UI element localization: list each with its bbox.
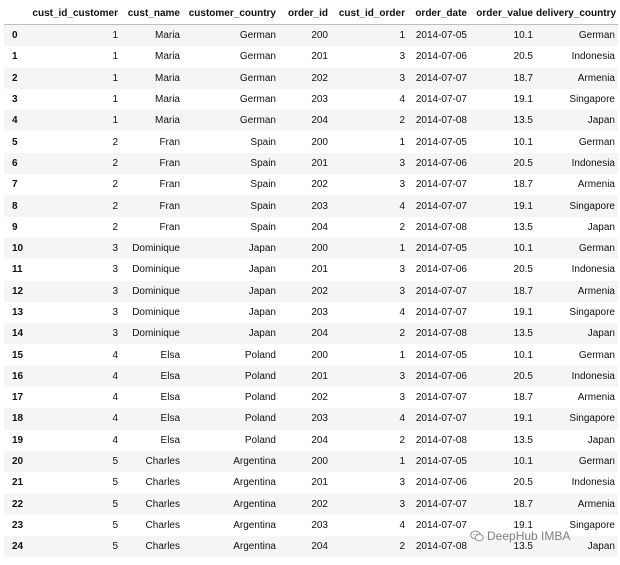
table-cell: Fran	[159, 179, 180, 191]
table-cell: 1	[112, 72, 118, 84]
header-row	[4, 2, 618, 25]
watermark-text: DeepHub IMBA	[487, 529, 571, 543]
table-cell: 202	[311, 285, 328, 297]
table-cell: 10.1	[513, 456, 533, 468]
table-cell: 201	[311, 51, 328, 63]
table-cell: Charles	[145, 541, 180, 553]
table-row	[4, 195, 618, 216]
column-header: cust_name	[121, 2, 183, 25]
table-cell: 202	[311, 392, 328, 404]
table-cell: 202	[311, 72, 328, 84]
table-cell: 3	[112, 307, 118, 318]
table-cell: 2014-07-07	[415, 498, 467, 510]
table-row	[4, 451, 618, 472]
table-cell: 1	[399, 349, 405, 361]
table-row	[4, 25, 618, 47]
row-index: 19	[12, 434, 24, 446]
table-cell: 1	[112, 94, 118, 106]
table-row	[4, 217, 618, 238]
table-cell: 4	[399, 413, 405, 425]
row-index: 17	[12, 392, 24, 404]
table-cell: Japan	[587, 541, 615, 553]
column-header: order_date	[408, 2, 470, 25]
dataframe-table	[4, 2, 618, 557]
table-cell: 2014-07-08	[415, 328, 467, 340]
table-cell: 10.1	[513, 349, 533, 361]
table-cell: 1	[399, 30, 405, 42]
table-cell: 201	[311, 264, 328, 276]
table-row	[4, 302, 618, 323]
table-cell: Japan	[587, 115, 615, 127]
table-cell: 10.1	[513, 243, 533, 255]
table-cell: 13.5	[513, 115, 533, 127]
table-cell: German	[578, 349, 615, 361]
table-cell: 3	[112, 285, 118, 297]
table-cell: 204	[311, 221, 328, 233]
table-cell: Argentina	[233, 456, 276, 468]
table-cell: Fran	[159, 136, 180, 148]
table-cell: Dominique	[132, 307, 180, 318]
table-cell: 202	[311, 179, 328, 191]
table-cell: Dominique	[132, 243, 180, 255]
table-cell: Maria	[154, 51, 180, 63]
table-cell: Dominique	[132, 264, 180, 276]
table-cell: 18.7	[513, 285, 533, 297]
table-cell: 2014-07-07	[415, 179, 467, 191]
table-cell: 2014-07-05	[415, 456, 467, 468]
table-cell: 2014-07-07	[415, 285, 467, 297]
table-cell: 204	[311, 541, 328, 553]
row-index: 24	[12, 541, 24, 553]
table-cell: Fran	[159, 157, 180, 169]
table-cell: 2014-07-08	[415, 221, 467, 233]
table-cell: 3	[399, 51, 405, 63]
table-cell: Charles	[145, 519, 180, 531]
table-cell: 3	[112, 328, 118, 340]
table-row	[4, 238, 618, 259]
table-cell: Japan	[248, 243, 276, 255]
table-cell: Argentina	[233, 498, 276, 510]
table-cell: Indonesia	[571, 370, 615, 382]
table-cell: Armenia	[577, 498, 615, 510]
table-cell: Japan	[587, 328, 615, 340]
table-cell: 2	[399, 541, 405, 553]
table-cell: 2	[112, 179, 118, 191]
table-cell: German	[578, 30, 615, 42]
row-index: 18	[12, 413, 24, 425]
table-cell: 18.7	[513, 498, 533, 510]
wechat-icon	[470, 530, 484, 542]
table-row	[4, 68, 618, 89]
table-cell: 2014-07-08	[415, 115, 467, 127]
table-cell: 3	[112, 243, 118, 255]
row-index: 20	[12, 456, 24, 468]
column-header: order_value	[470, 2, 536, 25]
table-cell: 200	[311, 136, 328, 148]
table-cell: 19.1	[513, 413, 533, 425]
index-header	[4, 2, 28, 25]
table-cell: German	[239, 30, 276, 42]
row-index: 23	[12, 519, 24, 531]
table-cell: German	[578, 243, 615, 255]
table-cell: Charles	[145, 477, 180, 489]
row-index: 7	[12, 179, 18, 191]
table-cell: 20.5	[513, 264, 533, 276]
table-cell: Elsa	[160, 392, 180, 404]
row-index: 13	[12, 307, 24, 318]
table-cell: 2014-07-06	[415, 157, 467, 169]
table-row	[4, 366, 618, 387]
table-cell: 2014-07-07	[415, 392, 467, 404]
table-row	[4, 89, 618, 110]
table-cell: Singapore	[569, 307, 615, 318]
table-cell: 2014-07-07	[415, 413, 467, 425]
table-cell: Elsa	[160, 349, 180, 361]
table-cell: Indonesia	[571, 264, 615, 276]
table-cell: 1	[399, 456, 405, 468]
table-cell: 2014-07-07	[415, 519, 467, 531]
table-cell: Charles	[145, 456, 180, 468]
table-cell: 2014-07-06	[415, 264, 467, 276]
table-cell: 1	[112, 30, 118, 42]
table-cell: Poland	[244, 370, 276, 382]
table-cell: 2	[399, 221, 405, 233]
table-cell: 13.5	[513, 328, 533, 340]
table-cell: Poland	[244, 349, 276, 361]
table-row	[4, 494, 618, 515]
table-cell: 3	[399, 264, 405, 276]
column-header: cust_id_order	[331, 2, 408, 25]
table-cell: 1	[112, 51, 118, 63]
table-cell: 18.7	[513, 179, 533, 191]
table-cell: 5	[112, 498, 118, 510]
table-cell: 200	[311, 349, 328, 361]
table-cell: Singapore	[569, 413, 615, 425]
row-index: 11	[12, 264, 23, 276]
table-cell: Maria	[154, 94, 180, 106]
table-cell: German	[239, 115, 276, 127]
column-header: cust_id_customer	[28, 2, 121, 25]
table-cell: 18.7	[513, 392, 533, 404]
table-cell: 1	[112, 115, 118, 127]
table-cell: Poland	[244, 392, 276, 404]
table-cell: 4	[112, 370, 118, 382]
table-cell: 19.1	[513, 307, 533, 318]
table-cell: 4	[112, 392, 118, 404]
table-cell: Maria	[154, 115, 180, 127]
column-header: order_id	[279, 2, 331, 25]
column-header: customer_country	[183, 2, 279, 25]
table-cell: 20.5	[513, 370, 533, 382]
table-cell: 4	[112, 434, 118, 446]
table-cell: 19.1	[513, 94, 533, 106]
table-cell: 10.1	[513, 30, 533, 42]
table-cell: 1	[399, 136, 405, 148]
table-cell: Elsa	[160, 434, 180, 446]
table-cell: Fran	[159, 221, 180, 233]
table-row	[4, 408, 618, 429]
row-index: 21	[12, 477, 24, 489]
table-cell: 2014-07-05	[415, 136, 467, 148]
table-cell: Dominique	[132, 285, 180, 297]
table-cell: 3	[399, 72, 405, 84]
table-cell: 20.5	[513, 157, 533, 169]
table-cell: 2014-07-05	[415, 349, 467, 361]
table-cell: 13.5	[513, 221, 533, 233]
table-cell: Japan	[587, 434, 615, 446]
table-body	[4, 25, 618, 558]
table-row	[4, 259, 618, 280]
table-cell: 2	[112, 136, 118, 148]
row-index: 5	[12, 136, 18, 148]
table-cell: 200	[311, 456, 328, 468]
table-cell: Charles	[145, 498, 180, 510]
table-cell: 2014-07-07	[415, 200, 467, 212]
table-cell: Elsa	[160, 413, 180, 425]
table-cell: Indonesia	[571, 477, 615, 489]
table-cell: 2014-07-06	[415, 370, 467, 382]
table-cell: Maria	[154, 30, 180, 42]
table-cell: Indonesia	[571, 157, 615, 169]
table-cell: 2	[112, 200, 118, 212]
table-cell: Japan	[248, 264, 276, 276]
row-index: 8	[12, 200, 18, 212]
table-cell: Indonesia	[571, 51, 615, 63]
table-cell: 1	[399, 243, 405, 255]
table-cell: 2	[112, 157, 118, 169]
table-cell: 2	[399, 328, 405, 340]
table-cell: 5	[112, 541, 118, 553]
table-cell: 200	[311, 30, 328, 42]
table-cell: Singapore	[569, 200, 615, 212]
table-cell: 3	[399, 157, 405, 169]
table-cell: 2014-07-08	[415, 541, 467, 553]
row-index: 6	[12, 157, 18, 169]
table-cell: 13.5	[513, 541, 533, 553]
table-cell: Maria	[154, 72, 180, 84]
table-row	[4, 174, 618, 195]
table-cell: Japan	[248, 285, 276, 297]
table-cell: 201	[311, 157, 328, 169]
column-header: delivery_country	[536, 2, 618, 25]
table-cell: Armenia	[577, 72, 615, 84]
table-row	[4, 46, 618, 67]
table-cell: 2	[399, 115, 405, 127]
table-cell: 4	[112, 349, 118, 361]
table-cell: 18.7	[513, 72, 533, 84]
table-cell: 5	[112, 477, 118, 489]
table-row	[4, 281, 618, 302]
table-cell: 19.1	[513, 519, 533, 531]
table-row	[4, 387, 618, 408]
table-row	[4, 323, 618, 344]
table-cell: Japan	[587, 221, 615, 233]
table-cell: 2	[399, 434, 405, 446]
table-cell: 3	[399, 392, 405, 404]
table-cell: Spain	[250, 200, 276, 212]
row-index: 15	[12, 349, 24, 361]
table-cell: 204	[311, 115, 328, 127]
table-cell: 200	[311, 243, 328, 255]
row-index: 16	[12, 370, 24, 382]
table-cell: 2014-07-08	[415, 434, 467, 446]
table-cell: 2014-07-07	[415, 307, 467, 318]
table-cell: 4	[399, 519, 405, 531]
table-cell: Singapore	[569, 519, 615, 531]
table-cell: Fran	[159, 200, 180, 212]
table-cell: German	[578, 456, 615, 468]
table-cell: Spain	[250, 136, 276, 148]
table-header	[4, 2, 618, 25]
table-cell: 2014-07-05	[415, 30, 467, 42]
watermark	[470, 529, 570, 543]
table-cell: Japan	[248, 328, 276, 340]
table-cell: 3	[399, 498, 405, 510]
table-cell: 20.5	[513, 477, 533, 489]
table-cell: 203	[311, 307, 328, 318]
table-cell: 2014-07-06	[415, 477, 467, 489]
row-index: 10	[12, 243, 24, 255]
table-cell: Elsa	[160, 370, 180, 382]
table-cell: Armenia	[577, 285, 615, 297]
table-cell: German	[578, 136, 615, 148]
table-cell: Dominique	[132, 328, 180, 340]
row-index: 22	[12, 498, 24, 510]
table-cell: Argentina	[233, 477, 276, 489]
table-cell: Japan	[248, 307, 276, 318]
table-cell: 3	[399, 285, 405, 297]
table-cell: 3	[399, 370, 405, 382]
table-cell: 2014-07-07	[415, 94, 467, 106]
table-cell: 19.1	[513, 200, 533, 212]
table-cell: Poland	[244, 413, 276, 425]
row-index: 2	[12, 72, 18, 84]
table-cell: 204	[311, 434, 328, 446]
table-cell: Poland	[244, 434, 276, 446]
table-cell: 203	[311, 413, 328, 425]
row-index: 9	[12, 221, 18, 233]
table-row	[4, 430, 618, 451]
table-row	[4, 472, 618, 493]
table-cell: 203	[311, 94, 328, 106]
table-cell: 3	[112, 264, 118, 276]
table-cell: Spain	[250, 157, 276, 169]
table-cell: Armenia	[577, 179, 615, 191]
row-index: 0	[12, 30, 18, 42]
table-row	[4, 131, 618, 152]
table-cell: 4	[399, 200, 405, 212]
table-cell: Argentina	[233, 519, 276, 531]
table-cell: 2014-07-06	[415, 51, 467, 63]
table-cell: 2014-07-05	[415, 243, 467, 255]
table-cell: 10.1	[513, 136, 533, 148]
table-cell: 4	[399, 307, 405, 318]
table-cell: 3	[399, 477, 405, 489]
row-index: 14	[12, 328, 24, 340]
table-row	[4, 110, 618, 131]
table-cell: Spain	[250, 179, 276, 191]
table-cell: 201	[311, 477, 328, 489]
table-cell: German	[239, 51, 276, 63]
table-cell: 202	[311, 498, 328, 510]
table-cell: 5	[112, 519, 118, 531]
table-cell: 204	[311, 328, 328, 340]
table-cell: 203	[311, 519, 328, 531]
row-index: 4	[12, 115, 18, 127]
row-index: 3	[12, 94, 18, 106]
table-row	[4, 153, 618, 174]
table-cell: Spain	[250, 221, 276, 233]
row-index: 1	[12, 51, 18, 63]
table-cell: 4	[112, 413, 118, 425]
table-cell: 5	[112, 456, 118, 468]
table-cell: German	[239, 72, 276, 84]
table-cell: 2	[112, 221, 118, 233]
table-cell: Singapore	[569, 94, 615, 106]
table-cell: 4	[399, 94, 405, 106]
table-cell: 20.5	[513, 51, 533, 63]
row-index: 12	[12, 285, 24, 297]
table-cell: Armenia	[577, 392, 615, 404]
table-cell: 3	[399, 179, 405, 191]
table-cell: Argentina	[233, 541, 276, 553]
table-cell: 203	[311, 200, 328, 212]
table-cell: German	[239, 94, 276, 106]
table-cell: 201	[311, 370, 328, 382]
table-cell: 2014-07-07	[415, 72, 467, 84]
table-row	[4, 344, 618, 365]
table-cell: 13.5	[513, 434, 533, 446]
